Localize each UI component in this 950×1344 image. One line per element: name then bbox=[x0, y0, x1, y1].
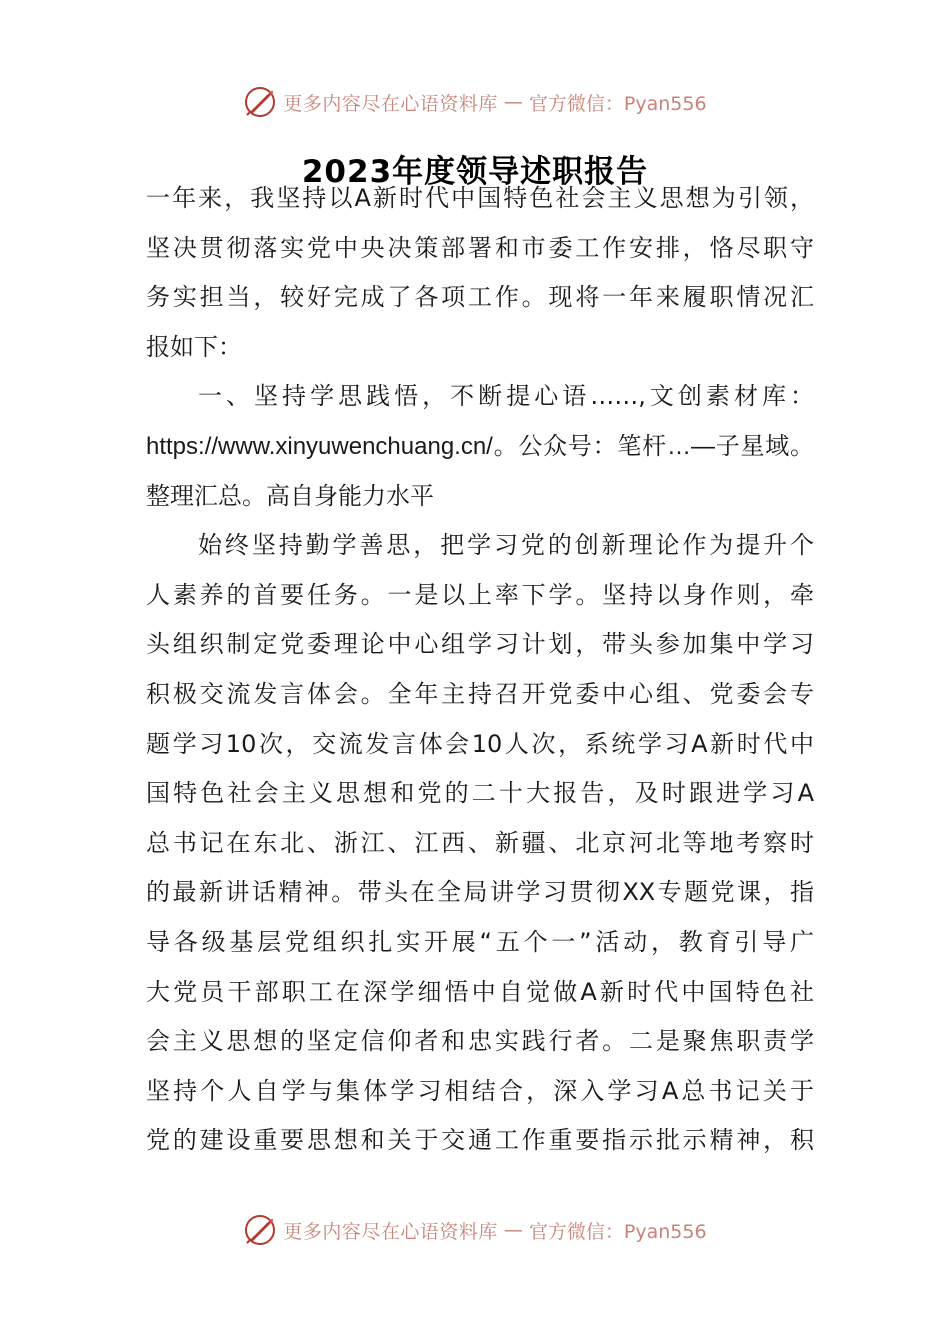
footer-watermark bbox=[0, 1210, 950, 1250]
header-watermark bbox=[0, 82, 950, 122]
body-line: 积极交流发言体会。全年主持召开党委中心组、党委会专 bbox=[146, 679, 814, 708]
body-line: 头组织制定党委理论中心组学习计划，带头参加集中学习 bbox=[146, 630, 814, 659]
body-line: 题学习10次，交流发言体会10人次，系统学习A新时代中 bbox=[146, 729, 814, 758]
body-line: 导各级基层党组织扎实开展“五个一”活动，教育引导广 bbox=[146, 927, 814, 956]
quill-logo-icon bbox=[243, 85, 277, 119]
body-line: 党的建设重要思想和关于交通工作重要指示批示精神，积 bbox=[146, 1126, 814, 1155]
body-line: 会主义思想的坚定信仰者和忠实践行者。二是聚焦职责学 bbox=[146, 1027, 814, 1056]
watermark-brand: 更多内容尽在心语资料库 bbox=[283, 1220, 498, 1243]
document-body bbox=[146, 174, 814, 1166]
watermark-brand: 更多内容尽在心语资料库 bbox=[283, 92, 498, 115]
body-line: 国特色社会主义思想和党的二十大报告，及时跟进学习A bbox=[146, 779, 814, 808]
body-line: 报如下： bbox=[146, 332, 242, 361]
body-line: 坚决贯彻落实党中央决策部署和市委工作安排，恪尽职守 bbox=[146, 233, 814, 262]
body-line: 务实担当，较好完成了各项工作。现将一年来履职情况汇 bbox=[146, 283, 814, 312]
quill-logo-icon bbox=[243, 1213, 277, 1247]
paragraph-start: 始终坚持勤学善思，把学习党的创新理论作为提升个 bbox=[198, 531, 814, 560]
watermark-official: 官方微信：Pyan556 bbox=[528, 92, 707, 115]
body-line: 人素养的首要任务。一是以上率下学。坚持以身作则，牵 bbox=[146, 580, 814, 609]
body-line: 的最新讲话精神。带头在全局讲学习贯彻XX专题党课，指 bbox=[146, 878, 814, 907]
body-line: 坚持个人自学与集体学习相结合，深入学习A总书记关于 bbox=[146, 1076, 814, 1105]
watermark-official: 官方微信：Pyan556 bbox=[528, 1220, 707, 1243]
body-line: 总书记在东北、浙江、江西、新疆、北京河北等地考察时 bbox=[146, 828, 814, 857]
document-title: 2023年度领导述职报告 bbox=[301, 154, 649, 190]
body-line: 整理汇总。高自身能力水平 bbox=[146, 481, 434, 510]
watermark-separator: — bbox=[503, 91, 523, 113]
body-line: 一年来，我坚持以A新时代中国特色社会主义思想为引领， bbox=[146, 184, 814, 212]
watermark-separator: — bbox=[503, 1219, 523, 1241]
body-line: 大党员干部职工在深学细悟中自觉做A新时代中国特色社 bbox=[146, 977, 814, 1006]
body-line-url: https://www.xinyuwenchuang.cn/。公众号：笔杆…—子星域。 bbox=[146, 432, 814, 460]
section-heading: 一、坚持学思践悟，不断提心语……,文创素材库： bbox=[198, 382, 814, 411]
